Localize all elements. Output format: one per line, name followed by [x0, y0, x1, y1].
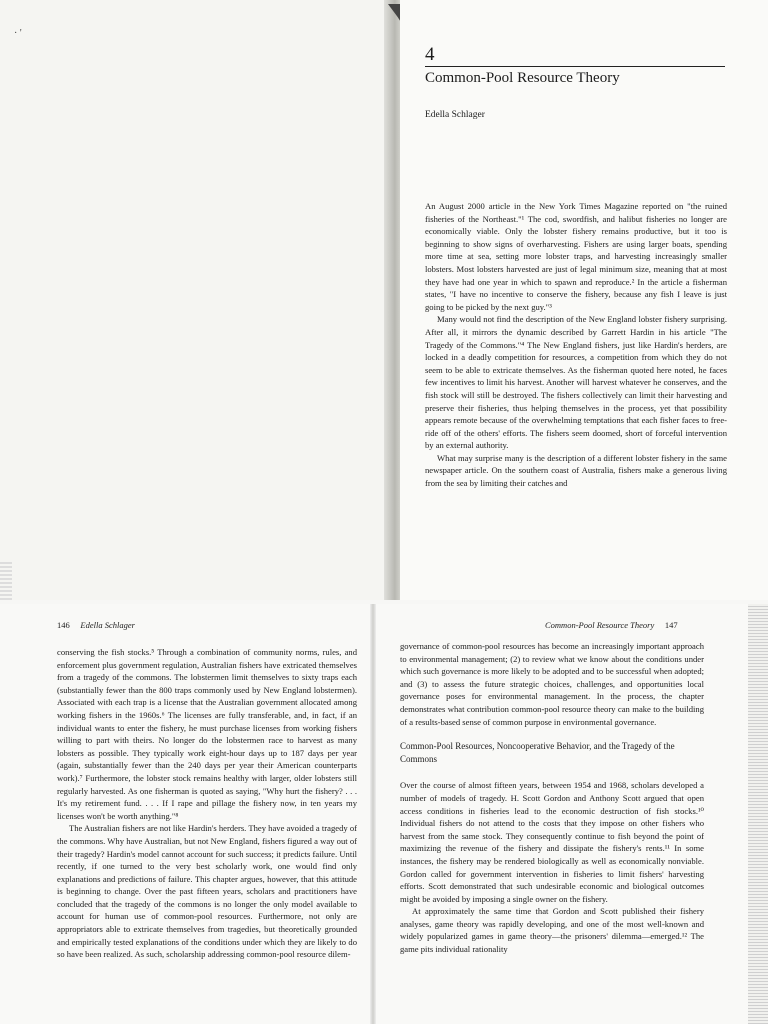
page-number: 146	[57, 620, 70, 630]
section-heading: Common-Pool Resources, Noncooperative Behavior, and the Tragedy of the Commons	[400, 741, 675, 764]
chapter-title: Common-Pool Resource Theory	[425, 70, 620, 86]
chapter-number: 4	[425, 44, 435, 65]
chapter-rule	[425, 66, 725, 67]
running-head-right	[545, 620, 678, 630]
running-head-text: Edella Schlager	[80, 620, 135, 630]
page-edge-left	[0, 560, 12, 600]
bleed-through-mark: · '	[14, 28, 22, 39]
gutter	[370, 604, 376, 1024]
page-147-body	[400, 640, 704, 956]
page-edge-right	[748, 604, 768, 1024]
chapter-body	[425, 200, 727, 490]
paragraph: An August 2000 article in the New York Times Magazine reported on "the ruined fisheries of the Northeast."¹ The cod, swordfish, and halibut fisheries no longer are economically viable. Only the lobster fishery remains productive, but it too is beginning to show signs of overharvesting. Fishers are using larger boats, spending more time at sea, setting more lobster traps, and harvesting increasingly smaller lobsters. Most lobsters harvested are just of legal minimum size, meaning that at most they have had one year in which to spawn and reproduce.² In the article a fisherman states, "I have no incentive to conserve the fishery, because any fish I leave is just going to be picked by the next guy."³	[425, 201, 727, 312]
paragraph: What may surprise many is the description of a different lobster fishery in the same newspaper article. On the southern coast of Australia, fishers make a generous living from the sea by limiting their catches and	[425, 452, 727, 489]
paragraph: At approximately the same time that Gordon and Scott published their fishery analyses, game theory was rapidly developing, and one of the most well-known and widely popularized games in game theory—the prisoners' dilemma—emerged.¹² The game pits individual rationality	[400, 906, 704, 955]
paragraph: The Australian fishers are not like Hardin's herders. They have avoided a tragedy of the commons. Why have Australian, but not New England, fishers figured a way out of their tragedy? Hardin's model cannot account for such success; it predicts failure. Until recently, if one turned to the very best scholarly work, one would find only explanations and predictions of failure. This chapter argues, however, that this attitude is beginning to change. Over the past fifteen years, scholars and practitioners have concluded that the tragedy of the commons is no longer the only model available to account for human use of common-pool resources. Furthermore, not only are appropriators able to extricate themselves from tragedies, but theoretically grounded and empirically tested explanations of the conditions under which they are likely to do so have been realized. As such, scholarship addressing common-pool resource dilem-	[57, 823, 357, 960]
running-head-left	[57, 620, 135, 630]
page-146-body	[57, 646, 357, 961]
running-head-text: Common-Pool Resource Theory	[545, 620, 655, 630]
paragraph: Many would not find the description of the New England lobster fishery surprising. After all, it mirrors the dynamic described by Garrett Hardin in his article "The Tragedy of the Commons."⁴ The New England fishers, just like Hardin's herders, are locked in a deadly competition for resources, a competition from which they do not seem to be able to extricate themselves. As the fisherman quoted here noted, he faces few incentives to limit his harvest. Another will harvest whatever he conserves, and the fish stock will still be destroyed. The fishers collectively can limit their harvesting and preserve their fisheries, thus helping themselves in the process, yet that possibility appears remote because of the overwhelming temptations that each fisher faces to free-ride off of the others' efforts. The fishers seem doomed, short of forceful intervention by an external authority.	[425, 314, 727, 451]
page-number: 147	[664, 620, 678, 630]
chapter-author: Edella Schlager	[425, 110, 485, 120]
paragraph: Over the course of almost fifteen years, between 1954 and 1968, scholars developed a number of models of tragedy. H. Scott Gordon and Anthony Scott argued that open access conditions in fisheries lead to the economic destruction of fish stocks.¹⁰ Individual fishers do not attend to the costs that they impose on other fishers who harvest from the same stock. They consequently continue to fish beyond the point of maximizing the revenue of the fishery and dissipate the fishery's rents.¹¹ In some instances, the fishery may be rendered biologically as well as economically nonviable. Gordon called for government intervention in fisheries to limit fishers' harvesting efforts. Scott demonstrated that such undesirable economic and biological outcomes might be avoided by imposing a single owner on the fishery.	[400, 780, 704, 904]
paragraph: conserving the fish stocks.⁵ Through a combination of community norms, rules, and enforcement plus government regulation, Australian fishers have extricated themselves from a tragedy of the commons. The lobstermen limit themselves to sixty traps each (substantially fewer than the 800 traps commonly used by New England lobstermen). Associated with each trap is a license that the Australian government allocated among working fishers in the 1960s.⁶ The licenses are fully transferable, and, in fact, if an individual wants to enter the fishery, he must purchase licenses from working fishers willing to part with theirs. No longer do the lobstermen race to harvest as many lobsters as possible. They typically work eight-hour days up to 187 days per year (again, substantially fewer than the 240 days per year their American counterparts work).⁷ Furthermore, the lobster stock remains healthy with larger, older lobsters still regularly harvested. As one fisherman is quoted as saying, "Why hurt the fishery? . . . It's my retirement fund. . . . If I rape and pillage the fishery now, in ten years my licenses won't be worth anything."⁸	[57, 647, 357, 821]
blank-page-top-left	[0, 0, 384, 600]
paragraph: governance of common-pool resources has become an increasingly important approach to environmental management; (2) to review what we know about the conditions under which such governance is more likely to be adopted and to be successful when adopted; and (3) to assess the future strategic choices, challenges, and opportunities local governance poses for environmental management. In the process, the chapter demonstrates what contribution common-pool resource theory can make to the building of a results-based sense of common purpose in environmental governance.	[400, 641, 704, 727]
